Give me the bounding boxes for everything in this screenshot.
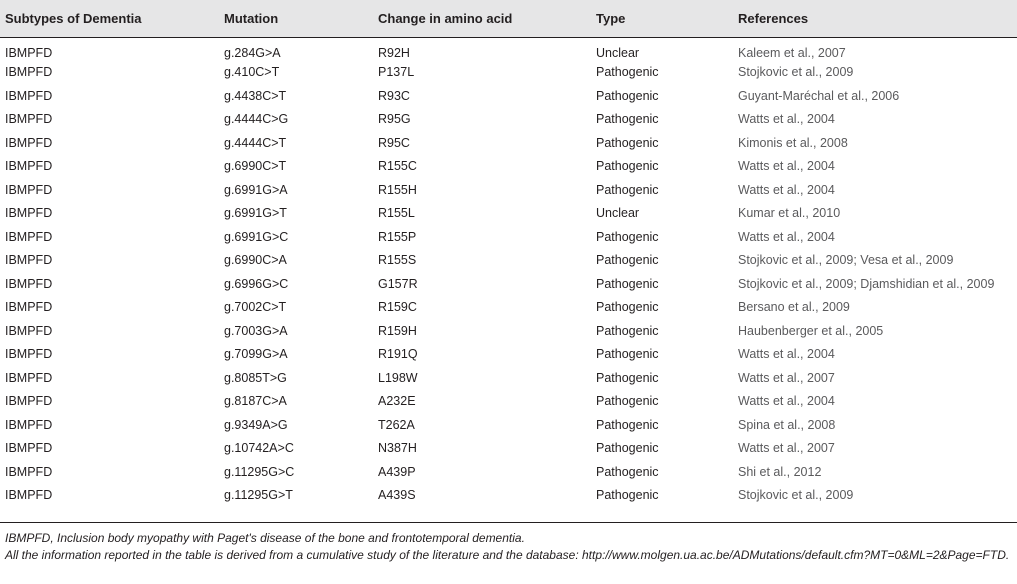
table-row [0,390,1017,414]
cell-mutation: g.6991G>C [224,229,289,244]
cell-mutation: g.4444C>T [224,135,287,150]
footnote-source: All the information reported in the table is derived from a cumulative study of the literature and the database: http://www.molgen.ua.ac.be/ADMutations/default.cfm?MT=0&ML=2&Page=FTD. [5,548,1010,562]
cell-subtype: IBMPFD [5,65,53,80]
cell-amino-acid-change: R95C [378,135,410,150]
cell-reference: Shi et al., 2012 [738,464,822,479]
table-row [0,366,1017,390]
cell-mutation: g.4444C>G [224,112,289,127]
cell-reference: Kaleem et al., 2007 [738,45,846,60]
cell-type: Pathogenic [596,229,659,244]
cell-reference: Watts et al., 2004 [738,229,835,244]
cell-type: Pathogenic [596,88,659,103]
cell-amino-acid-change: R95G [378,112,411,127]
cell-subtype: IBMPFD [5,206,53,221]
cell-reference: Watts et al., 2004 [738,182,835,197]
cell-amino-acid-change: P137L [378,65,415,80]
cell-reference: Spina et al., 2008 [738,417,836,432]
cell-mutation: g.6996G>C [224,276,289,291]
cell-reference: Watts et al., 2004 [738,347,835,362]
cell-amino-acid-change: R93C [378,88,410,103]
table-row [0,225,1017,249]
cell-mutation: g.7003G>A [224,323,288,338]
table-row [0,272,1017,296]
cell-mutation: g.6990C>T [224,159,287,174]
cell-type: Pathogenic [596,112,659,127]
header-subtypes: Subtypes of Dementia [5,11,142,26]
header-row [0,0,1017,37]
cell-reference: Stojkovic et al., 2009; Djamshidian et al., 2009 [738,276,995,291]
table-row [0,413,1017,437]
table-row [0,155,1017,179]
table-row [0,84,1017,108]
cell-reference: Haubenberger et al., 2005 [738,323,884,338]
cell-subtype: IBMPFD [5,112,53,127]
cell-amino-acid-change: R155H [378,182,417,197]
table-row [0,178,1017,202]
cell-amino-acid-change: R155C [378,159,417,174]
table-header-rule [0,37,1017,38]
cell-type: Unclear [596,45,640,60]
cell-subtype: IBMPFD [5,229,53,244]
cell-type: Pathogenic [596,394,659,409]
table-body [0,37,1017,507]
table-bottom-rule [0,522,1017,523]
cell-type: Pathogenic [596,182,659,197]
cell-subtype: IBMPFD [5,159,53,174]
cell-type: Pathogenic [596,441,659,456]
cell-amino-acid-change: A439P [378,464,416,479]
cell-subtype: IBMPFD [5,417,53,432]
cell-reference: Stojkovic et al., 2009; Vesa et al., 2009 [738,253,954,268]
cell-mutation: g.9349A>G [224,417,288,432]
cell-type: Pathogenic [596,323,659,338]
footnote-abbreviation: IBMPFD, Inclusion body myopathy with Paget's disease of the bone and frontotemporal dementia. [5,531,525,545]
table-row [0,37,1017,61]
table-row [0,249,1017,273]
cell-type: Pathogenic [596,65,659,80]
cell-subtype: IBMPFD [5,394,53,409]
cell-subtype: IBMPFD [5,370,53,385]
cell-amino-acid-change: R159C [378,300,417,315]
cell-type: Pathogenic [596,300,659,315]
cell-type: Pathogenic [596,159,659,174]
table-row [0,484,1017,508]
cell-amino-acid-change: T262A [378,417,415,432]
cell-reference: Watts et al., 2007 [738,370,835,385]
cell-subtype: IBMPFD [5,88,53,103]
cell-reference: Watts et al., 2007 [738,441,835,456]
cell-reference: Stojkovic et al., 2009 [738,65,854,80]
cell-mutation: g.10742A>C [224,441,294,456]
cell-mutation: g.6991G>A [224,182,288,197]
cell-amino-acid-change: A232E [378,394,416,409]
cell-type: Pathogenic [596,488,659,503]
table-row [0,437,1017,461]
cell-mutation: g.284G>A [224,45,281,60]
cell-type: Pathogenic [596,417,659,432]
cell-mutation: g.11295G>T [224,488,293,503]
cell-mutation: g.6990C>A [224,253,287,268]
header-references: References [738,11,809,26]
cell-reference: Kimonis et al., 2008 [738,135,848,150]
cell-mutation: g.7002C>T [224,300,287,315]
cell-reference: Bersano et al., 2009 [738,300,850,315]
table-row [0,296,1017,320]
header-type: Type [596,11,626,26]
cell-reference: Stojkovic et al., 2009 [738,488,854,503]
cell-amino-acid-change: R155L [378,206,415,221]
cell-subtype: IBMPFD [5,464,53,479]
cell-subtype: IBMPFD [5,488,53,503]
cell-reference: Kumar et al., 2010 [738,206,841,221]
cell-mutation: g.7099G>A [224,347,288,362]
header-amino-acid-change: Change in amino acid [378,11,513,26]
table-row [0,460,1017,484]
cell-amino-acid-change: R155P [378,229,417,244]
table-header [0,0,1017,37]
cell-subtype: IBMPFD [5,441,53,456]
cell-mutation: g.8187C>A [224,394,287,409]
cell-subtype: IBMPFD [5,276,53,291]
table-row [0,202,1017,226]
cell-type: Pathogenic [596,347,659,362]
cell-mutation: g.410C>T [224,65,280,80]
cell-amino-acid-change: R159H [378,323,417,338]
table-row [0,343,1017,367]
cell-subtype: IBMPFD [5,323,53,338]
cell-subtype: IBMPFD [5,182,53,197]
cell-mutation: g.6991G>T [224,206,287,221]
cell-subtype: IBMPFD [5,135,53,150]
cell-reference: Watts et al., 2004 [738,394,835,409]
cell-type: Pathogenic [596,370,659,385]
cell-mutation: g.11295G>C [224,464,295,479]
cell-amino-acid-change: R92H [378,45,410,60]
table-footnotes [5,530,1010,564]
cell-subtype: IBMPFD [5,253,53,268]
cell-mutation: g.8085T>G [224,370,287,385]
cell-type: Pathogenic [596,135,659,150]
cell-subtype: IBMPFD [5,347,53,362]
table-row [0,131,1017,155]
cell-reference: Watts et al., 2004 [738,112,835,127]
table-row [0,61,1017,85]
header-mutation: Mutation [224,11,279,26]
cell-subtype: IBMPFD [5,45,53,60]
cell-type: Unclear [596,206,640,221]
cell-amino-acid-change: R155S [378,253,417,268]
cell-amino-acid-change: A439S [378,488,416,503]
table-row [0,108,1017,132]
cell-mutation: g.4438C>T [224,88,287,103]
cell-amino-acid-change: N387H [378,441,417,456]
cell-type: Pathogenic [596,464,659,479]
cell-type: Pathogenic [596,276,659,291]
cell-amino-acid-change: G157R [378,276,418,291]
cell-reference: Watts et al., 2004 [738,159,835,174]
table-row [0,319,1017,343]
cell-amino-acid-change: L198W [378,370,418,385]
cell-reference: Guyant-Maréchal et al., 2006 [738,88,900,103]
cell-type: Pathogenic [596,253,659,268]
cell-subtype: IBMPFD [5,300,53,315]
cell-amino-acid-change: R191Q [378,347,418,362]
